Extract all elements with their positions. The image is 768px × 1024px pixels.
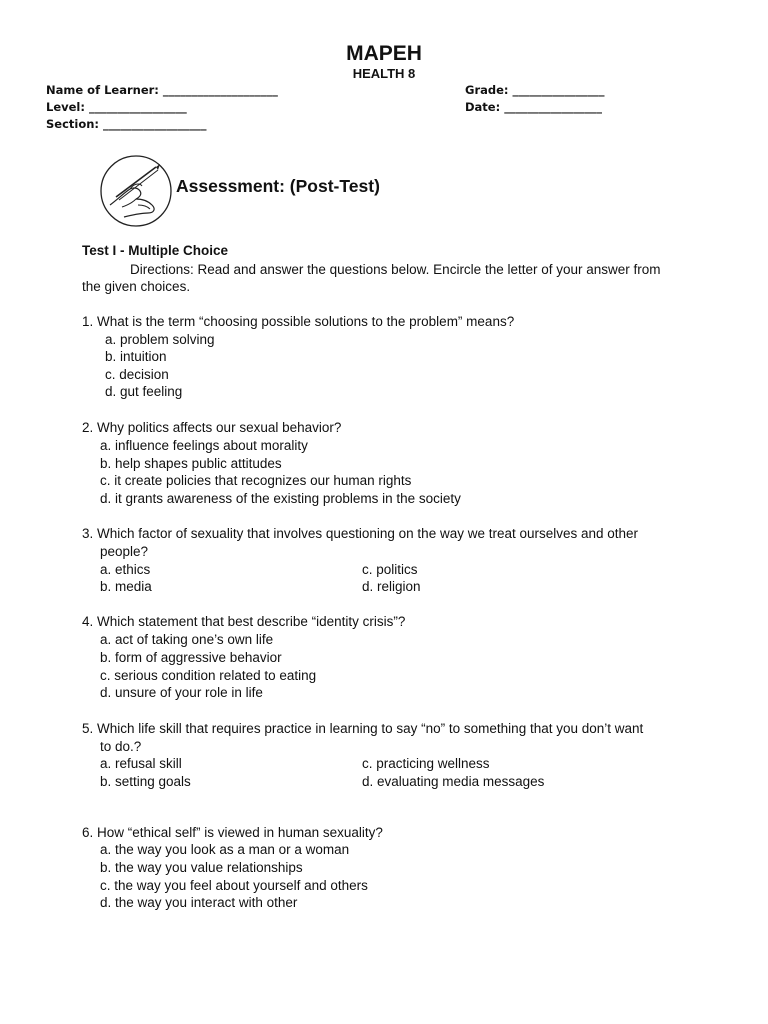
choice-b: b. help shapes public attitudes <box>100 456 282 471</box>
choice-c: c. decision <box>105 367 169 382</box>
name-of-learner-field: Name of Learner: ____________________ <box>46 83 278 97</box>
choice-d: d. the way you interact with other <box>100 895 298 910</box>
choice-a: a. refusal skill <box>100 756 182 771</box>
choice-a: a. influence feelings about morality <box>100 438 308 453</box>
choice-a: a. act of taking one’s own life <box>100 632 274 647</box>
section-field: Section: __________________ <box>46 117 207 131</box>
question-stem: 3. Which factor of sexuality that involves questioning on the way we treat ourselves and other <box>82 526 639 541</box>
choice-a: a. problem solving <box>105 332 215 347</box>
directions-line-1: Directions: Read and answer the questions below. Encircle the letter of your answer from <box>130 262 661 277</box>
choice-b: b. form of aggressive behavior <box>100 650 282 665</box>
hand-writing-icon <box>98 153 174 229</box>
choice-c: c. practicing wellness <box>362 756 490 771</box>
choice-b: b. media <box>100 579 152 594</box>
question-stem: 5. Which life skill that requires practice in learning to say “no” to something that you don’t want <box>82 721 644 736</box>
question-stem: 6. How “ethical self” is viewed in human sexuality? <box>82 825 383 840</box>
choice-b: b. setting goals <box>100 774 191 789</box>
choice-d: d. unsure of your role in life <box>100 685 263 700</box>
choice-c: c. politics <box>362 562 418 577</box>
test-heading: Test I - Multiple Choice <box>82 243 229 258</box>
choice-d: d. gut feeling <box>105 384 183 399</box>
choice-c: c. it create policies that recognizes our human rights <box>100 473 412 488</box>
choice-d: d. it grants awareness of the existing problems in the society <box>100 491 461 506</box>
choice-a: a. ethics <box>100 562 151 577</box>
choice-d: d. religion <box>362 579 421 594</box>
level-field: Level: _________________ <box>46 100 187 114</box>
directions-line-2: the given choices. <box>82 279 191 294</box>
grade-field: Grade: ________________ <box>465 83 605 97</box>
page-subtitle: HEALTH 8 <box>352 66 416 81</box>
question-stem-continued: to do.? <box>100 739 142 754</box>
choice-c: c. the way you feel about yourself and others <box>100 878 368 893</box>
question-stem-continued: people? <box>100 544 149 559</box>
question-stem: 1. What is the term “choosing possible solutions to the problem” means? <box>82 314 515 329</box>
date-field: Date: _________________ <box>465 100 602 114</box>
question-stem: 2. Why politics affects our sexual behavior? <box>82 420 342 435</box>
question-stem: 4. Which statement that best describe “identity crisis”? <box>82 614 406 629</box>
choice-b: b. intuition <box>105 349 167 364</box>
choice-b: b. the way you value relationships <box>100 860 303 875</box>
choice-a: a. the way you look as a man or a woman <box>100 842 350 857</box>
page-title: MAPEH <box>346 42 422 65</box>
choice-d: d. evaluating media messages <box>362 774 545 789</box>
assessment-title: Assessment: (Post-Test) <box>176 176 380 196</box>
choice-c: c. serious condition related to eating <box>100 668 317 683</box>
